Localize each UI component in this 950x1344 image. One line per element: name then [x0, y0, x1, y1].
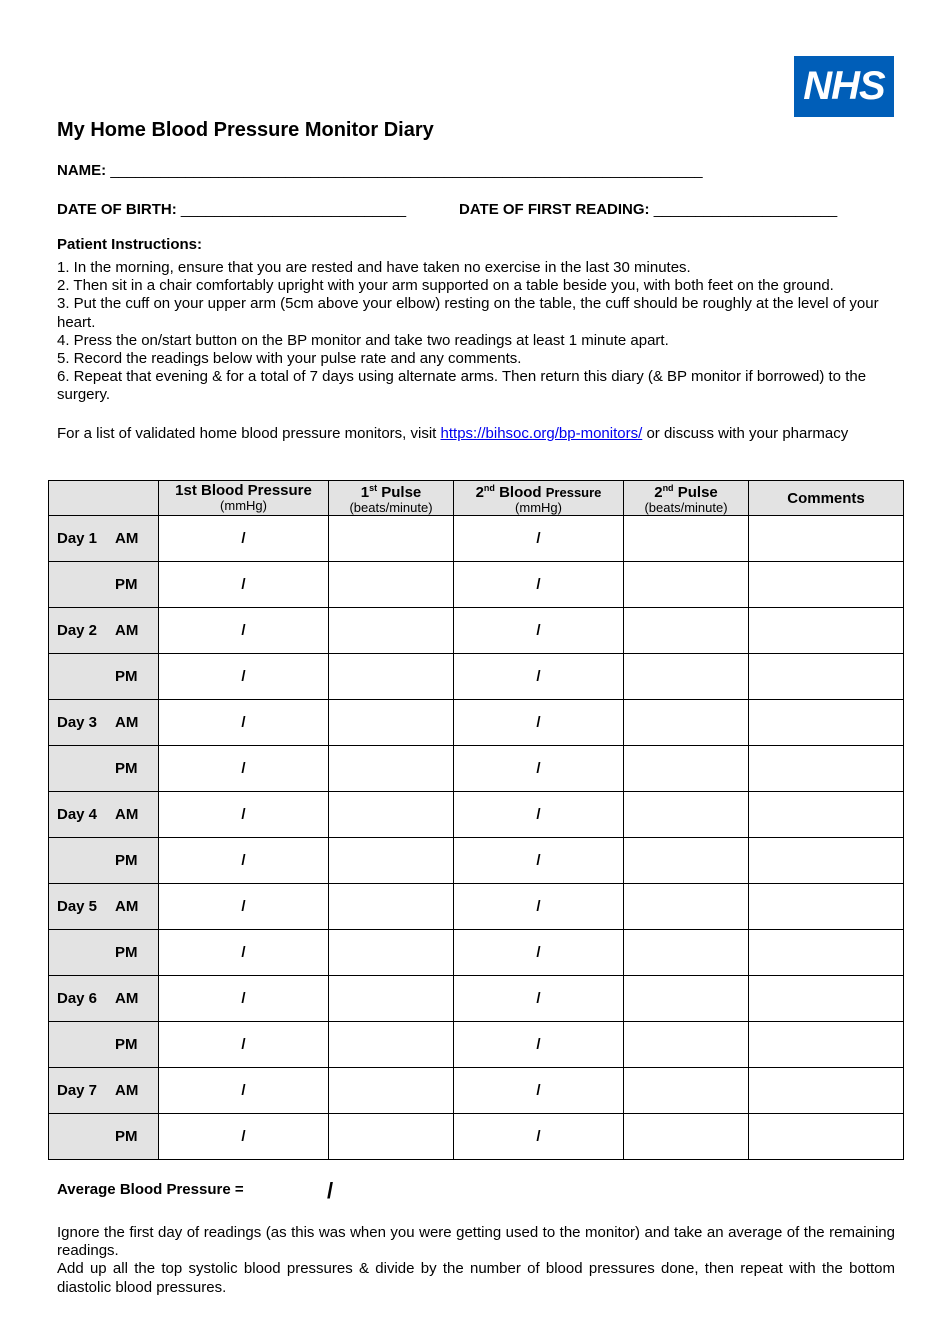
- instruction-item: 4. Press the on/start button on the BP monitor and take two readings at least 1 minute apart.: [57, 331, 669, 349]
- comments-cell[interactable]: [749, 1022, 904, 1068]
- first-reading-label: DATE OF FIRST READING:: [459, 201, 650, 218]
- table-row: [49, 884, 904, 930]
- pulse1-cell[interactable]: [329, 930, 454, 976]
- name-field-row: [57, 162, 703, 179]
- pulse2-cell[interactable]: [624, 562, 749, 608]
- table-row: [49, 1068, 904, 1114]
- bp-separator-slash: /: [241, 852, 246, 869]
- comments-cell[interactable]: [749, 838, 904, 884]
- day-label: Day 6: [57, 990, 98, 1007]
- header-bp1: 1st Blood Pressure (mmHg): [159, 481, 329, 516]
- note-paragraph: Add up all the top systolic blood pressures & divide by the number of blood pressures done, then repeat with the bottom diastolic blood pressures.: [57, 1260, 895, 1296]
- bp-separator-slash: /: [536, 530, 541, 547]
- first-reading-field-row: [459, 201, 837, 218]
- bp2-cell[interactable]: [454, 838, 624, 884]
- dob-label: DATE OF BIRTH:: [57, 201, 177, 218]
- bp-separator-slash: /: [536, 806, 541, 823]
- bp-separator-slash: /: [241, 530, 246, 547]
- page-title: My Home Blood Pressure Monitor Diary: [57, 119, 434, 141]
- note-paragraph: Ignore the first day of readings (as this was when you were getting used to the monitor) and take an average of the remaining readings.: [57, 1224, 895, 1260]
- row-label: [49, 1068, 159, 1114]
- table-row: [49, 838, 904, 884]
- pulse2-cell[interactable]: [624, 1068, 749, 1114]
- bp2-cell[interactable]: [454, 1114, 624, 1160]
- bp-separator-slash: /: [536, 990, 541, 1007]
- comments-cell[interactable]: [749, 792, 904, 838]
- period-label: PM: [115, 576, 138, 593]
- bp2-cell[interactable]: [454, 884, 624, 930]
- day-label: Day 3: [57, 714, 98, 731]
- bp-separator-slash: /: [241, 760, 246, 777]
- bp-separator-slash: /: [241, 1036, 246, 1053]
- period-label: PM: [115, 852, 138, 869]
- pulse1-cell[interactable]: [329, 746, 454, 792]
- table-row: [49, 562, 904, 608]
- table-row: [49, 1114, 904, 1160]
- pulse2-cell[interactable]: [624, 700, 749, 746]
- bp2-cell[interactable]: [454, 1068, 624, 1114]
- comments-cell[interactable]: [749, 976, 904, 1022]
- period-label: AM: [115, 530, 139, 547]
- table-row: [49, 792, 904, 838]
- comments-cell[interactable]: [749, 654, 904, 700]
- bp-separator-slash: /: [241, 944, 246, 961]
- bp2-cell[interactable]: [454, 1022, 624, 1068]
- row-label: [49, 1022, 159, 1068]
- table-row: [49, 1022, 904, 1068]
- bp-separator-slash: /: [241, 898, 246, 915]
- instructions-list: [57, 259, 895, 405]
- bp1-cell[interactable]: [159, 976, 329, 1022]
- bp-separator-slash: /: [536, 1082, 541, 1099]
- bp-separator-slash: /: [536, 760, 541, 777]
- header-pulse1: 1st Pulse (beats/minute): [329, 481, 454, 516]
- pulse1-cell[interactable]: [329, 1114, 454, 1160]
- average-bp-label: Average Blood Pressure =: [57, 1181, 244, 1198]
- pulse1-cell[interactable]: [329, 700, 454, 746]
- row-label: [49, 562, 159, 608]
- bp2-cell[interactable]: [454, 746, 624, 792]
- period-label: AM: [115, 990, 139, 1007]
- row-label: [49, 700, 159, 746]
- table-row: [49, 930, 904, 976]
- pulse2-cell[interactable]: [624, 654, 749, 700]
- period-label: PM: [115, 1036, 138, 1053]
- comments-cell[interactable]: [749, 608, 904, 654]
- bp1-cell[interactable]: [159, 884, 329, 930]
- averaging-notes: [57, 1224, 895, 1297]
- bp-separator-slash: /: [241, 806, 246, 823]
- bp2-cell[interactable]: [454, 792, 624, 838]
- period-label: AM: [115, 714, 139, 731]
- bp-separator-slash: /: [536, 1036, 541, 1053]
- period-label: PM: [115, 944, 138, 961]
- nhs-logo: NHS: [794, 56, 894, 117]
- pulse2-cell[interactable]: [624, 1114, 749, 1160]
- bp1-cell[interactable]: [159, 1022, 329, 1068]
- bp2-cell[interactable]: [454, 930, 624, 976]
- pulse1-cell[interactable]: [329, 976, 454, 1022]
- row-label: [49, 1114, 159, 1160]
- day-label: Day 7: [57, 1082, 98, 1099]
- instruction-item: 6. Repeat that evening & for a total of 7 days using alternate arms. Then return this diary (& BP monitor if borrowed) to the surgery.: [57, 368, 867, 404]
- bp-separator-slash: /: [241, 1128, 246, 1145]
- first-reading-input-line[interactable]: ______________________: [653, 201, 838, 218]
- pulse1-cell[interactable]: [329, 884, 454, 930]
- bp1-cell[interactable]: [159, 516, 329, 562]
- period-label: AM: [115, 898, 139, 915]
- pulse2-cell[interactable]: [624, 884, 749, 930]
- table-row: [49, 976, 904, 1022]
- pulse1-cell[interactable]: [329, 608, 454, 654]
- name-input-line[interactable]: _______________________________________________________________________: [110, 162, 703, 179]
- bp-separator-slash: /: [536, 576, 541, 593]
- validated-text-after: or discuss with your pharmacy: [646, 425, 849, 442]
- pulse2-cell[interactable]: [624, 608, 749, 654]
- bp-separator-slash: /: [241, 990, 246, 1007]
- pulse1-cell[interactable]: [329, 654, 454, 700]
- header-bp2: 2nd Blood Pressure (mmHg): [454, 481, 624, 516]
- row-label: [49, 654, 159, 700]
- bp-separator-slash: /: [536, 1128, 541, 1145]
- pulse1-cell[interactable]: [329, 562, 454, 608]
- day-label: Day 5: [57, 898, 98, 915]
- row-label: [49, 746, 159, 792]
- bp1-cell[interactable]: [159, 700, 329, 746]
- bp-separator-slash: /: [536, 898, 541, 915]
- pulse2-cell[interactable]: [624, 838, 749, 884]
- comments-cell[interactable]: [749, 516, 904, 562]
- header-blank: [49, 481, 159, 516]
- pulse1-cell[interactable]: [329, 1022, 454, 1068]
- row-label: [49, 792, 159, 838]
- bp-separator-slash: /: [241, 668, 246, 685]
- row-label: [49, 838, 159, 884]
- instruction-item: 3. Put the cuff on your upper arm (5cm above your elbow) resting on the table, the cuff should be roughly at the level of your heart.: [57, 295, 879, 331]
- dob-field-row: [57, 201, 406, 218]
- comments-cell[interactable]: [749, 930, 904, 976]
- bp-separator-slash: /: [536, 944, 541, 961]
- row-label: [49, 608, 159, 654]
- name-label: NAME:: [57, 162, 107, 179]
- table-row: [49, 516, 904, 562]
- header-comments: Comments: [749, 481, 904, 516]
- bp-separator-slash: /: [241, 576, 246, 593]
- pulse2-cell[interactable]: [624, 516, 749, 562]
- bp2-cell[interactable]: [454, 562, 624, 608]
- bp-separator-slash: /: [536, 714, 541, 731]
- bp2-cell[interactable]: [454, 976, 624, 1022]
- dob-input-line[interactable]: ___________________________: [180, 201, 407, 218]
- bp1-cell[interactable]: [159, 654, 329, 700]
- validated-text-before: For a list of validated home blood pressure monitors, visit: [57, 425, 437, 442]
- bp1-cell[interactable]: [159, 562, 329, 608]
- row-label: [49, 884, 159, 930]
- pulse1-cell[interactable]: [329, 838, 454, 884]
- bp-separator-slash: /: [536, 852, 541, 869]
- header-pulse2: 2nd Pulse (beats/minute): [624, 481, 749, 516]
- row-label: [49, 976, 159, 1022]
- instruction-item: 2. Then sit in a chair comfortably upright with your arm supported on a table beside you, with both feet on the ground.: [57, 277, 834, 295]
- bihsoc-link[interactable]: https://bihsoc.org/bp-monitors/: [440, 425, 643, 442]
- bp-separator-slash: /: [536, 668, 541, 685]
- table-row: [49, 608, 904, 654]
- table-row: [49, 654, 904, 700]
- table-header-row: [49, 481, 904, 516]
- comments-cell[interactable]: [749, 884, 904, 930]
- period-label: PM: [115, 668, 138, 685]
- pulse1-cell[interactable]: [329, 1068, 454, 1114]
- bp2-cell[interactable]: [454, 654, 624, 700]
- pulse2-cell[interactable]: [624, 930, 749, 976]
- validated-monitors-paragraph: [57, 425, 895, 443]
- bp-diary-table: [48, 480, 904, 1160]
- row-label: [49, 930, 159, 976]
- period-label: AM: [115, 622, 139, 639]
- bp1-cell[interactable]: [159, 930, 329, 976]
- instruction-item: 1. In the morning, ensure that you are rested and have taken no exercise in the last 30 minutes.: [57, 259, 691, 276]
- period-label: AM: [115, 806, 139, 823]
- period-label: PM: [115, 1128, 138, 1145]
- bp2-cell[interactable]: [454, 608, 624, 654]
- comments-cell[interactable]: [749, 562, 904, 608]
- comments-cell[interactable]: [749, 1068, 904, 1114]
- period-label: PM: [115, 760, 138, 777]
- instruction-item: 5. Record the readings below with your pulse rate and any comments.: [57, 350, 522, 368]
- bp1-cell[interactable]: [159, 608, 329, 654]
- bp1-cell[interactable]: [159, 792, 329, 838]
- pulse1-cell[interactable]: [329, 792, 454, 838]
- bp-separator-slash: /: [241, 1082, 246, 1099]
- day-label: Day 2: [57, 622, 98, 639]
- pulse2-cell[interactable]: [624, 976, 749, 1022]
- row-label: [49, 516, 159, 562]
- pulse2-cell[interactable]: [624, 746, 749, 792]
- comments-cell[interactable]: [749, 746, 904, 792]
- bp1-cell[interactable]: [159, 1114, 329, 1160]
- pulse1-cell[interactable]: [329, 516, 454, 562]
- period-label: AM: [115, 1082, 139, 1099]
- instructions-heading: Patient Instructions:: [57, 236, 203, 253]
- bp-separator-slash: /: [241, 714, 246, 731]
- bp2-cell[interactable]: [454, 516, 624, 562]
- pulse2-cell[interactable]: [624, 1022, 749, 1068]
- day-label: Day 4: [57, 806, 98, 823]
- average-bp-slash[interactable]: /: [327, 1178, 334, 1203]
- table-row: [49, 700, 904, 746]
- table-row: [49, 746, 904, 792]
- day-label: Day 1: [57, 530, 98, 547]
- comments-cell[interactable]: [749, 700, 904, 746]
- comments-cell[interactable]: [749, 1114, 904, 1160]
- bp1-cell[interactable]: [159, 838, 329, 884]
- bp-separator-slash: /: [536, 622, 541, 639]
- bp1-cell[interactable]: [159, 746, 329, 792]
- pulse2-cell[interactable]: [624, 792, 749, 838]
- bp2-cell[interactable]: [454, 700, 624, 746]
- bp-separator-slash: /: [241, 622, 246, 639]
- bp1-cell[interactable]: [159, 1068, 329, 1114]
